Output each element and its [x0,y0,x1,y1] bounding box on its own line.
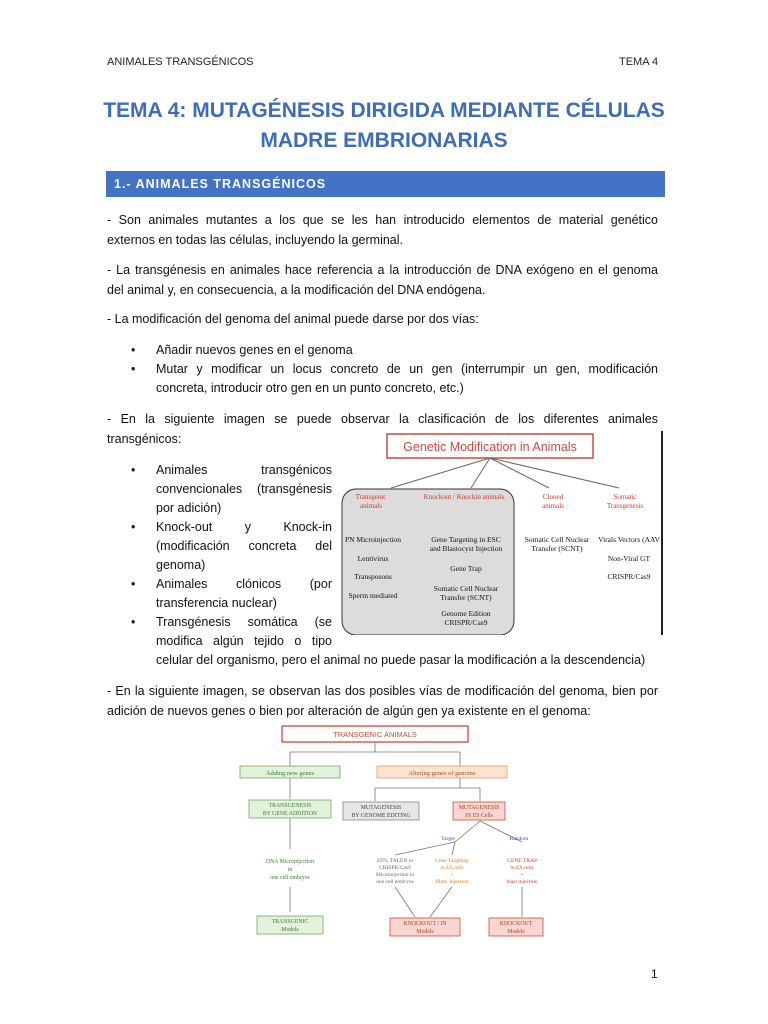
fig1-col3-head: Cloned [542,493,564,501]
fig1-col1-item: PN Microinjection [344,535,402,544]
bullet-icon: • [131,520,136,534]
fig1-col2-item: and Blastocyst Injection [429,544,503,553]
fig2-gene-trap: blast injection [506,879,538,885]
paragraph-pathways [107,681,658,721]
paragraph-ways: - La modificación del genoma del animal puede darse por dos vías: [107,312,479,326]
fig2-gene-trap: GENE TRAP [507,858,537,864]
fig2-gene-targeting: Gene Targeting [435,858,469,864]
list-item-text: Animales clónicos (por [156,577,332,591]
bullet-continuation: celular del organismo, pero el animal no puede pasar la modificación a la descendencia) [156,653,646,667]
running-header-right: TEMA 4 [619,56,659,68]
fig1-col2-item: Somatic Cell Nuclear [433,584,499,593]
fig2-transgenesis: BY GENE ADDITION [262,811,318,817]
page-title [0,96,768,156]
fig1-col2-head: Knockout / Knockin animals [423,493,505,501]
paragraph-line: transgénicos: [107,432,182,446]
list-item-text: por adición) [156,501,222,515]
fig2-label-random: Random [509,836,529,842]
fig1-col4-head: Somatic [613,493,637,501]
fig2-transgenesis: TRANSGENESIS [268,803,312,809]
page-title-line2: MADRE EMBRIONARIAS [260,129,508,152]
fig1-col2-item: CRISPR/Cas9 [444,618,488,627]
paragraph-line: - En la siguiente imagen, se observan las dos posibles vías de modificación del genoma, bien por [107,684,658,698]
list-item-text: Knock-out y Knock-in [156,520,332,534]
list-item-text: genoma) [156,558,206,572]
fig2-zfn: one cell embryos [376,879,414,885]
list-item [131,575,336,613]
list-item [131,518,336,575]
list-item-text: transferencia nuclear) [156,596,277,610]
list-item [131,613,336,651]
list-item-text: Mutar y modificar un locus concreto de un gen (interrumpir un gen, modificación [156,362,658,376]
paragraph-line: - Son animales mutantes a los que se les han introducido elementos de material genético [107,213,658,227]
fig2-zfn: Microinjection in [375,872,415,878]
fig1-col2-item: Genome Edition [441,609,491,618]
fig1-col2-item: Transfer (SCNT) [440,593,492,602]
figure-genetic-modification [339,431,665,635]
bullet-icon: • [131,343,136,357]
list-item-text: Animales transgénicos [156,463,332,477]
fig1-col1-item: Sperm mediated [348,591,398,600]
fig2-out-ko: Models [507,929,525,935]
fig2-zfn: CRISPR/Cas9 [379,865,411,871]
fig2-gene-targeting: + [450,872,454,878]
page-number: 1 [651,967,658,981]
fig2-mut-edit: BY GENOME EDITING [351,813,411,819]
running-header-left: ANIMALES TRANSGÉNICOS [107,56,254,68]
list-item-text: Añadir nuevos genes en el genoma [156,343,353,357]
paragraph-line: - En la siguiente imagen se puede observar la clasificación de los diferentes animales [107,412,658,426]
fig1-col4-item: Virals Vectors (AAV [598,535,660,544]
fig2-mut-es: MUTAGENESIS [458,805,500,811]
bullet-icon: • [131,615,136,629]
fig1-col1-head: Transgenic [355,493,387,501]
bullet-list-ways [131,341,658,398]
fig2-label-target: Target [441,836,455,842]
fig2-gene-targeting: in ES cells [440,865,464,871]
list-item-text: modifica algún tejido o tipo [156,634,332,648]
paragraph-line: del animal y, en consecuencia, a la modificación del DNA endógena. [107,283,486,297]
paragraph-line: - La transgénesis en animales hace referencia a la introducción de DNA exógeno en el genoma [107,263,658,277]
fig1-col1-item: Lentivirus [357,554,389,563]
fig2-out-transgenic: Models [281,927,299,933]
fig2-left-branch: Adding new genes [265,770,315,777]
list-item [131,461,336,518]
bullet-list-types [131,461,336,651]
paragraph-definition [107,210,658,250]
fig1-col3-head: animals [542,502,564,510]
fig1-col4-item: CRISPR/Cas9 [607,572,651,581]
bullet-icon: • [131,463,136,477]
fig2-mut-edit: MUTAGENESIS [360,805,402,811]
fig2-out-transgenic: TRANSGENIC [271,919,309,925]
fig2-out-ko: KNOCKOUT [499,921,533,927]
fig1-col1-head: animals [360,502,382,510]
fig2-dna: in [287,867,293,873]
section-heading: 1.- ANIMALES TRANSGÉNICOS [106,171,665,197]
fig1-col3-item: Somatic Cell Nuclear [524,535,590,544]
figure-transgenic-animals [235,722,545,944]
list-item-text: concreta, introducir otro gen en un punto concreto, etc.) [156,381,464,395]
fig1-col4-head: Transgenesis [606,502,644,510]
fig1-col4-item: Non-Viral GT [607,554,651,563]
fig2-gene-targeting: Blast. injection [435,879,469,885]
paragraph-line: adición de nuevos genes o bien por alteración de algún gen ya existente en el genoma: [107,704,591,718]
list-item-text: convencionales (transgénesis [156,482,332,496]
fig2-right-branch: Altering genes of genome [408,770,476,777]
fig2-dna: DNA Microinjection [265,859,315,865]
fig2-gene-trap: + [520,872,524,878]
fig1-col1-item: Transposons [354,572,392,581]
list-item-text: Transgénesis somática (se [156,615,332,629]
page-title-line1: TEMA 4: MUTAGÉNESIS DIRIGIDA MEDIANTE CÉLULAS [103,99,665,122]
list-item [131,360,658,398]
fig2-title: TRANSGENIC ANIMALS [333,730,417,739]
list-item-text: (modificación concreta del [156,539,332,553]
fig2-mut-es: IN ES Cells [465,813,493,819]
fig1-col3-item: Transfer (SCNT) [531,544,583,553]
fig2-out-kiko: Models [416,929,434,935]
paragraph-line: externos en todas las células, incluyendo la germinal. [107,233,404,247]
list-item [131,341,658,360]
fig2-gene-trap: in ES cells [510,865,534,871]
fig1-col2-item: Gene Trap [450,564,482,573]
fig2-dna: one cell embryos [270,875,310,881]
bullet-icon: • [131,577,136,591]
paragraph-transgenesis [107,260,658,300]
fig2-out-kiko: KNOCKOUT / IN [403,921,447,927]
fig1-title: Genetic Modification in Animals [403,440,577,454]
fig2-zfn: ZFN, TALEN or [376,858,414,864]
fig1-col2-item: Gene Targeting in ESC [431,535,501,544]
bullet-icon: • [131,362,136,376]
